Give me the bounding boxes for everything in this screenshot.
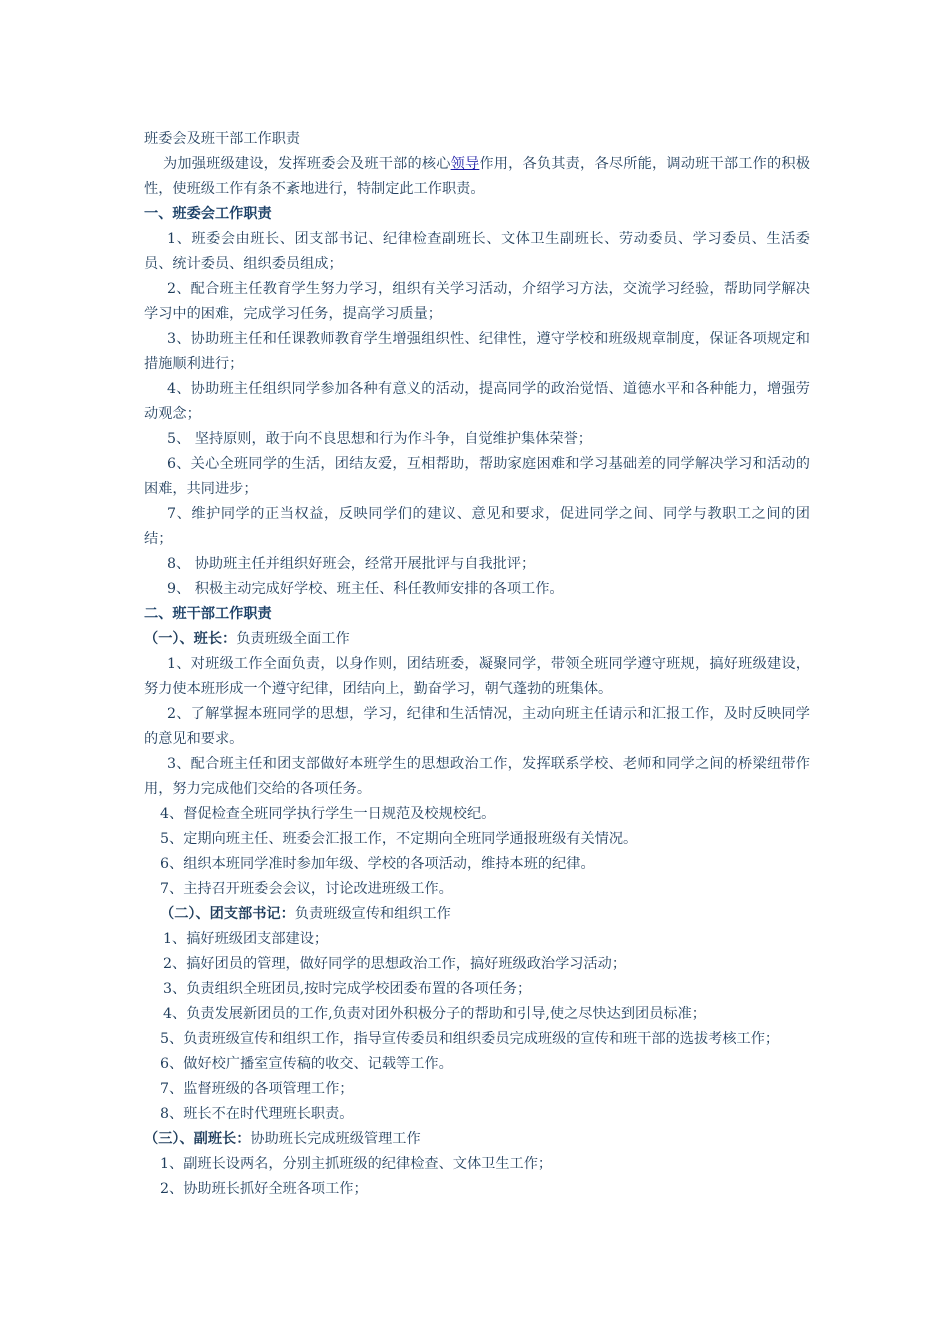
list-item: 1、副班长设两名，分别主抓班级的纪律检查、文体卫生工作； [160, 1156, 553, 1172]
list-item: 3、配合班主任和团支部做好本班学生的思想政治工作，发挥联系学校、老师和同学之间的桥梁纽带作用，努力完成他们交给的各项任务。 [144, 756, 810, 797]
intro-paragraph [144, 152, 810, 202]
list-item: 5、定期向班主任、班委会汇报工作，不定期向全班同学通报班级有关情况。 [160, 831, 638, 847]
list-item: 9、 积极主动完成好学校、班主任、科任教师安排的各项工作。 [167, 581, 564, 597]
list-item: 5、负责班级宣传和组织工作，指导宣传委员和组织委员完成班级的宣传和班干部的选拔考核工作； [160, 1031, 780, 1047]
list-item: 7、维护同学的正当权益，反映同学们的建议、意见和要求，促进同学之间、同学与教职工之间的团结； [144, 506, 810, 547]
list-item: 6、组织本班同学准时参加年级、学校的各项活动，维持本班的纪律。 [160, 856, 595, 872]
leadership-link[interactable]: 领导 [450, 156, 480, 172]
intro-text-after: 作用，各负其责，各尽所能，调动班干部工作的积极性，使班级工作有条不紊地进行，特制定此工作职责。 [144, 156, 810, 197]
list-item: 2、搞好团员的管理，做好同学的思想政治工作，搞好班级政治学习活动； [163, 956, 627, 972]
list-item: 4、督促检查全班同学执行学生一日规范及校规校纪。 [160, 806, 496, 822]
subsection2-desc: 负责班级宣传和组织工作 [294, 906, 451, 922]
list-item: 3、协助班主任和任课教师教育学生增强组织性、纪律性，遵守学校和班级规章制度，保证各项规定和措施顺利进行； [144, 331, 810, 372]
subsection3-title: （三）、副班长： [144, 1131, 251, 1147]
list-item: 8、班长不在时代理班长职责。 [160, 1106, 354, 1122]
list-item: 1、对班级工作全面负责，以身作则，团结班委，凝聚同学，带领全班同学遵守班规，搞好班级建设，努力使本班形成一个遵守纪律，团结向上，勤奋学习，朝气蓬勃的班集体。 [144, 656, 810, 697]
subsection3-heading [144, 1127, 810, 1152]
subsection2-title: （二）、团支部书记： [160, 906, 295, 922]
subsection1-desc: 负责班级全面工作 [236, 631, 350, 647]
list-item: 5、 坚持原则，敢于向不良思想和行为作斗争，自觉维护集体荣誉； [167, 431, 592, 447]
list-item: 2、了解掌握本班同学的思想，学习，纪律和生活情况，主动向班主任请示和汇报工作，及时反映同学的意见和要求。 [144, 706, 810, 747]
list-item: 1、搞好班级团支部建设； [163, 931, 329, 947]
list-item: 2、协助班长抓好全班各项工作； [160, 1181, 368, 1197]
list-item: 6、关心全班同学的生活，团结友爱，互相帮助，帮助家庭困难和学习基础差的同学解决学习和活动的困难，共同进步； [144, 456, 810, 497]
subsection2-heading [144, 902, 810, 927]
subsection3-desc: 协助班长完成班级管理工作 [250, 1131, 421, 1147]
document-title: 班委会及班干部工作职责 [144, 131, 301, 147]
list-item: 7、主持召开班委会会议，讨论改进班级工作。 [160, 881, 453, 897]
intro-text-before: 为加强班级建设，发挥班委会及班干部的核心 [163, 156, 451, 172]
subsection1-title: （一）、班长： [144, 631, 237, 647]
list-item: 8、 协助班主任并组织好班会，经常开展批评与自我批评； [167, 556, 536, 572]
document-page [144, 127, 810, 1202]
list-item: 4、负责发展新团员的工作,负责对团外积极分子的帮助和引导,使之尽快达到团员标准； [163, 1006, 706, 1022]
list-item: 1、班委会由班长、团支部书记、纪律检查副班长、文体卫生副班长、劳动委员、学习委员、生活委员、统计委员、组织委员组成； [144, 231, 810, 272]
section1-heading: 一、班委会工作职责 [144, 206, 272, 222]
list-item: 2、配合班主任教育学生努力学习，组织有关学习活动，介绍学习方法，交流学习经验，帮助同学解决学习中的困难，完成学习任务，提高学习质量； [144, 281, 810, 322]
list-item: 4、协助班主任组织同学参加各种有意义的活动，提高同学的政治觉悟、道德水平和各种能力，增强劳动观念； [144, 381, 810, 422]
list-item: 6、做好校广播室宣传稿的收交、记载等工作。 [160, 1056, 453, 1072]
list-item: 3、负责组织全班团员,按时完成学校团委布置的各项任务； [163, 981, 532, 997]
list-item: 7、监督班级的各项管理工作； [160, 1081, 354, 1097]
section2-heading: 二、班干部工作职责 [144, 606, 272, 622]
subsection1-heading [144, 627, 810, 652]
